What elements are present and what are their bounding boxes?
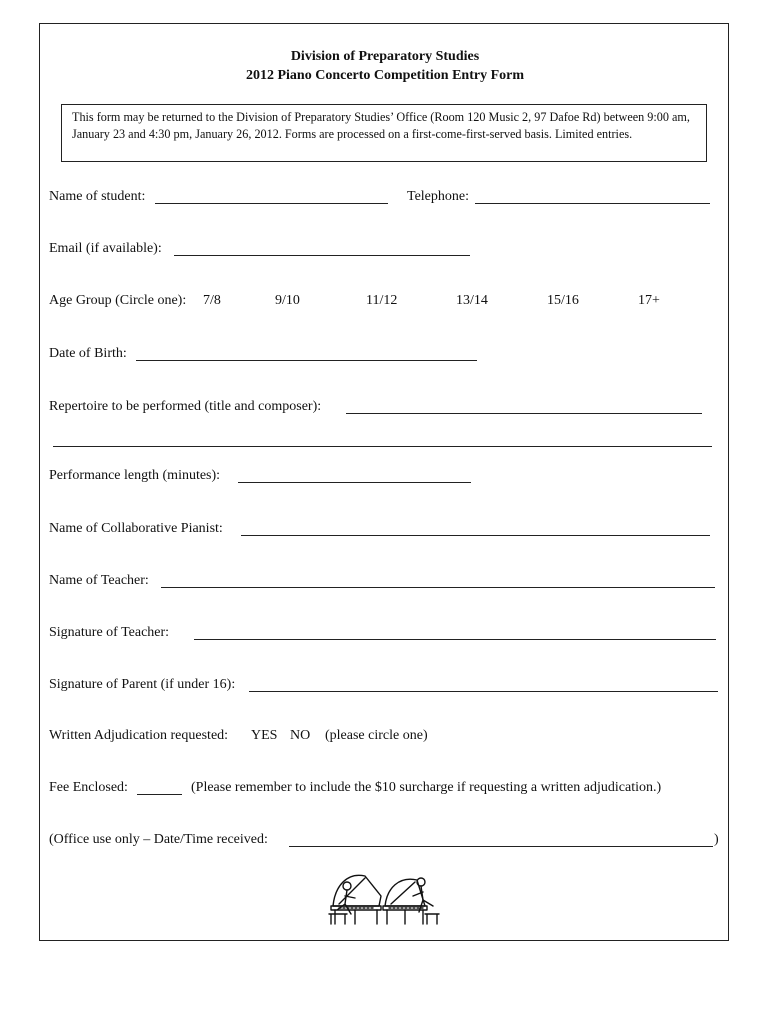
form-division-title: Division of Preparatory Studies <box>290 49 480 64</box>
student-name-label: Name of student: <box>49 189 146 204</box>
repertoire-line-2[interactable] <box>53 446 712 447</box>
dob-line[interactable] <box>136 360 477 361</box>
parent-signature-line[interactable] <box>249 691 718 692</box>
telephone-label: Telephone: <box>407 189 469 204</box>
teacher-signature-label: Signature of Teacher: <box>49 625 170 640</box>
student-name-line[interactable] <box>155 203 388 204</box>
teacher-label: Name of Teacher: <box>49 573 149 588</box>
age-option-7-8[interactable]: 7/8 <box>203 293 221 308</box>
age-option-13-14[interactable]: 13/14 <box>456 293 488 308</box>
fee-label: Fee Enclosed: <box>49 780 128 795</box>
office-use-label: (Office use only – Date/Time received: <box>49 832 268 847</box>
office-use-line <box>289 846 713 847</box>
teacher-line[interactable] <box>161 587 715 588</box>
collab-pianist-label: Name of Collaborative Pianist: <box>49 521 223 536</box>
age-option-17-plus[interactable]: 17+ <box>638 293 660 308</box>
repertoire-line-1[interactable] <box>346 413 702 414</box>
repertoire-label: Repertoire to be performed (title and composer): <box>49 399 322 414</box>
email-line[interactable] <box>174 255 470 256</box>
dob-label: Date of Birth: <box>49 346 127 361</box>
fee-line[interactable] <box>137 794 182 795</box>
piano-duet-illustration-icon <box>325 866 441 928</box>
performance-length-line[interactable] <box>238 482 471 483</box>
telephone-line[interactable] <box>475 203 710 204</box>
age-option-9-10[interactable]: 9/10 <box>275 293 300 308</box>
submission-notice: This form may be returned to the Division of Preparatory Studies’ Office (Room 120 Music 2, 97 Dafoe Rd) between 9:00 am, January 23 and 4:30 pm, January 26, 2012. Forms are processed on a first-come-first-served basis. Limited entries. <box>61 104 707 162</box>
adjudication-no-option[interactable]: NO <box>290 728 311 743</box>
form-title: 2012 Piano Concerto Competition Entry Form <box>245 68 525 83</box>
performance-length-label: Performance length (minutes): <box>49 468 221 483</box>
fee-note: (Please remember to include the $10 surcharge if requesting a written adjudication.) <box>191 780 662 795</box>
email-label: Email (if available): <box>49 241 162 256</box>
adjudication-note: (please circle one) <box>325 728 428 743</box>
teacher-signature-line[interactable] <box>194 639 716 640</box>
collab-pianist-line[interactable] <box>241 535 710 536</box>
age-option-11-12[interactable]: 11/12 <box>366 293 398 308</box>
age-option-15-16[interactable]: 15/16 <box>547 293 579 308</box>
adjudication-label: Written Adjudication requested: <box>49 728 229 743</box>
parent-signature-label: Signature of Parent (if under 16): <box>49 677 236 692</box>
office-use-close: ) <box>714 832 719 847</box>
age-group-label: Age Group (Circle one): <box>49 293 187 308</box>
adjudication-yes-option[interactable]: YES <box>251 728 278 743</box>
